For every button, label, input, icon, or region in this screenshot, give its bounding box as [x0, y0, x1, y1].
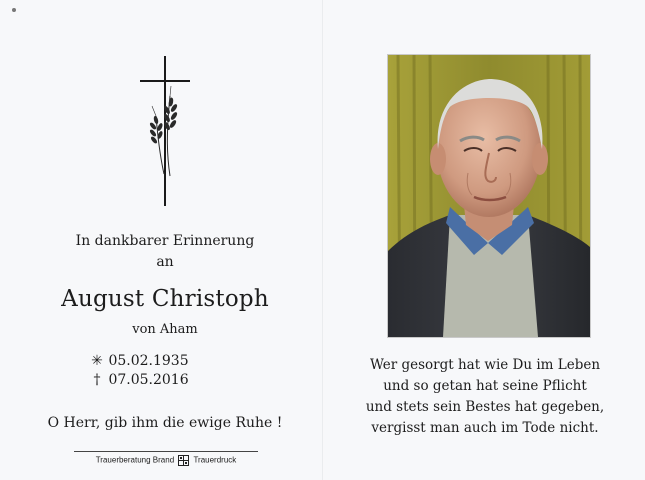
- brand-logo-icon: [178, 455, 189, 466]
- death-date: 07.05.2016: [108, 372, 189, 388]
- death-cross-icon: †: [93, 372, 101, 388]
- deceased-origin: von Aham: [132, 322, 198, 337]
- print-speck: [12, 8, 16, 12]
- cross-icon: [140, 56, 190, 208]
- footer-right-text: Trauerdruck: [193, 455, 237, 465]
- printer-footer: [54, 455, 278, 466]
- footer-divider: [74, 451, 258, 452]
- death-row: [90, 371, 250, 390]
- memorial-heading: In dankbarer Erinnerung: [75, 233, 255, 249]
- wheat-icon: [150, 86, 178, 176]
- birth-star-icon: ✳: [91, 353, 103, 369]
- poem-line: und stets sein Bestes hat gegeben,: [365, 399, 605, 415]
- birth-date: 05.02.1935: [108, 353, 189, 369]
- memorial-poem: [344, 355, 626, 439]
- portrait-photo: [387, 54, 591, 338]
- poem-line: vergisst man auch im Tode nicht.: [371, 420, 599, 436]
- life-dates: [90, 352, 250, 390]
- prayer-line: O Herr, gib ihm die ewige Ruhe !: [47, 415, 283, 431]
- poem-line: und so getan hat seine Pflicht: [383, 378, 587, 394]
- footer-left-text: Trauerberatung Brand: [95, 455, 175, 465]
- deceased-name: August Christoph: [61, 286, 269, 312]
- poem-line: Wer gesorgt hat wie Du im Leben: [369, 357, 601, 373]
- memorial-heading-an: an: [156, 254, 174, 270]
- birth-row: [90, 352, 250, 371]
